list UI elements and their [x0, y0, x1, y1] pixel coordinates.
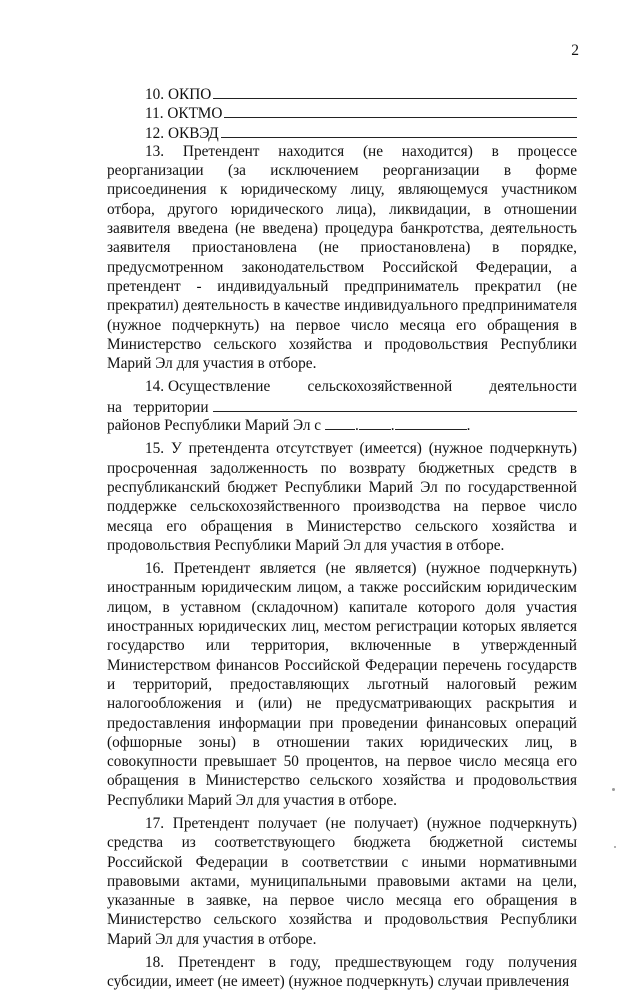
okved-row [107, 123, 577, 142]
date-year-field[interactable] [395, 416, 467, 430]
date-separator-3: . [466, 417, 471, 435]
item-14-word-2: сельскохозяйственной [307, 378, 453, 396]
oktmo-row [107, 103, 577, 122]
territory-field[interactable] [213, 397, 577, 412]
item-18-previous-year: 18. Претендент в году, предшествующем году получения субсидии, имеет (не имеет) (нужное подчеркнуть) случаи привлечения [107, 954, 577, 991]
date-day-field[interactable] [325, 416, 355, 430]
date-month-field[interactable] [359, 416, 391, 430]
okpo-field[interactable] [213, 84, 577, 99]
item-17-budget-funds: 17. Претендент получает (не получает) (нужное подчеркнуть) средства из соответствующего бюджета бюджетной системы Российской Федерации в соответствии с иными нормативными правовыми актами, муниципальными правовыми актами на цели, указанные в заявке, на первое число месяца его обращения в Министерство сельского хозяйства и продовольствия Республики Марий Эл для участия в отборе. [107, 814, 577, 948]
item-13-reorganization: 13. Претендент находится (не находится) в процессе реорганизации (за исключением реорганизации в форме присоединения к юридическому лицу, являющемуся участником отбора, другого юридического лица), ликвидации, в отношении заявителя введена (не введена) процедура банкротства, деятельность заявителя приостановлена (не приостановлена) в порядке, предусмотренном законодательством Российской Федерации, а претендент - индивидуальный предприниматель прекратил (не прекратил) деятельность в качестве индивидуального предпринимателя (нужное подчеркнуть) на первое число месяца его обращения в Министерство сельского хозяйства и продовольствия Республики Марий Эл для участия в отборе. [107, 142, 577, 373]
item-16-foreign-entity: 16. Претендент является (не является) (нужное подчеркнуть) иностранным юридическим лицом, а также российским юридическим лицом, в уставном (складочном) капитале которого доля участия иностранных юридических лиц, местом регистрации которых является государство или территория, включенные в утвержденный Министерством финансов Российской Федерации перечень государств и территорий, предоставляющих льготный налоговый режим налогообложения и (или) не предусматривающих раскрытия и предоставления информации при проведении финансовых операций (офшорные зоны) в отношении таких юридических лиц, в совокупности превышает 50 процентов, на первое число месяца его обращения в Министерство сельского хозяйства и продовольствия Республики Марий Эл для участия в отборе. [107, 560, 577, 809]
item-14-word-1: 14. Осуществление [145, 378, 271, 396]
item-15-debt: 15. У претендента отсутствует (имеется) (нужное подчеркнуть) просроченная задолженность по возврату бюджетных средств в республиканский бюджет Республики Марий Эл по государственной поддержке сельскохозяйственного производства на первое число месяца его обращения в Министерство сельского хозяйства и продовольствия Республики Марий Эл для участия в отборе. [107, 440, 577, 554]
okpo-row [107, 84, 577, 103]
scan-speck [612, 788, 615, 791]
regions-row [107, 416, 577, 435]
okpo-label: 10. ОКПО [145, 86, 212, 103]
scan-speck [614, 846, 616, 848]
territory-label: на территории [107, 398, 209, 416]
regions-label: районов Республики Марий Эл с [107, 417, 322, 435]
oktmo-label: 11. ОКТМО [145, 105, 223, 123]
okved-field[interactable] [221, 123, 577, 138]
okved-label: 12. ОКВЭД [145, 124, 219, 142]
oktmo-field[interactable] [224, 103, 577, 118]
page-number: 2 [571, 42, 579, 59]
item-14-heading [107, 377, 577, 396]
date-separator-1: . [354, 417, 359, 435]
form-content [107, 84, 577, 996]
item-14-word-3: деятельности [489, 378, 577, 396]
date-separator-2: . [390, 417, 395, 435]
territory-row [107, 397, 577, 416]
